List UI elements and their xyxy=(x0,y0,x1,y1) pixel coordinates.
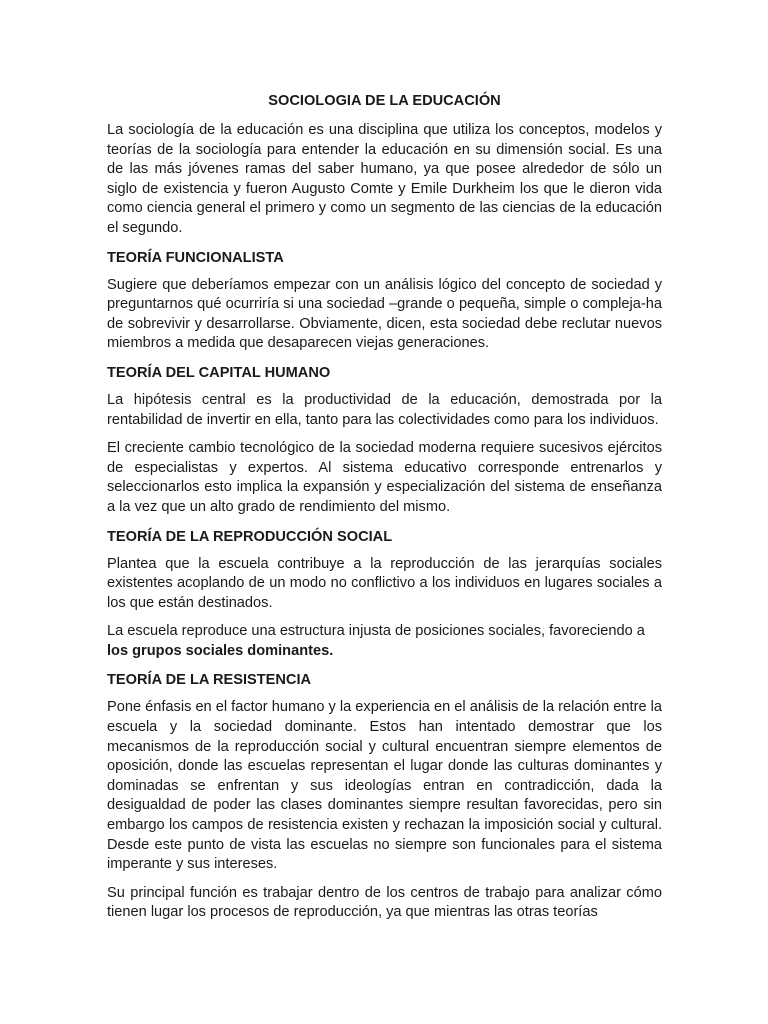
section-heading-capital-humano: TEORÍA DEL CAPITAL HUMANO xyxy=(107,364,331,381)
paragraph: Pone énfasis en el factor humano y la experiencia en el análisis de la relación entre la escuela y la sociedad dominante. Estos han intentado demostrar que los mecanismos de la reproducción social y cultural encuentran siempre elementos de oposición, donde las escuelas representan el lugar donde las culturas dominantes y dominadas se enfrentan y sus ideologías entran en contradicción, dada la desigualdad de poder las clases dominantes siempre resultan favorecidas, pero sin embargo los campos de resistencia existen y rechazan la imposición social y cultural. Desde este punto de vista las escuelas no siempre son funcionales para el sistema imperante y sus intereses. xyxy=(107,699,662,873)
paragraph: Sugiere que deberíamos empezar con un análisis lógico del concepto de sociedad y preguntarnos qué ocurriría si una sociedad –grande o pequeña, simple o compleja-ha de sobrevivir y desarrollarse. Obviamente, dicen, esta sociedad debe reclutar nuevos miembros a medida que desaparecen viejas generaciones. xyxy=(107,276,662,352)
document-title: SOCIOLOGIA DE LA EDUCACIÓN xyxy=(268,93,501,109)
emphasis-paragraph-bold: los grupos sociales dominantes. xyxy=(107,642,334,659)
paragraph: Plantea que la escuela contribuye a la reproducción de las jerarquías sociales existentes acoplando de un modo no conflictivo a los individuos en lugares sociales a los que están destinados. xyxy=(107,555,662,611)
document-page xyxy=(107,90,662,932)
section-heading-reproduccion-social: TEORÍA DE LA REPRODUCCIÓN SOCIAL xyxy=(107,528,393,545)
intro-paragraph: La sociología de la educación es una disciplina que utiliza los conceptos, modelos y teorías de la sociología para entender la educación en su dimensión social. Es una de las más jóvenes ramas del saber humano, ya que posee alrededor de sólo un siglo de existencia y fueron Augusto Comte y Emile Durkheim los que le dieron vida como ciencia general el primero y como un segmento de las ciencias de la educación el segundo. xyxy=(107,122,662,236)
paragraph: El creciente cambio tecnológico de la sociedad moderna requiere sucesivos ejércitos de especialistas y expertos. Al sistema educativo corresponde entrenarlos y seleccionarlos esto implica la expansión y especialización del sistema de enseñanza a la vez que un alto grado de rendimiento del mismo. xyxy=(107,440,662,515)
emphasis-paragraph-text: La escuela reproduce una estructura injusta de posiciones sociales, favoreciendo a xyxy=(107,623,645,640)
paragraph: Su principal función es trabajar dentro de los centros de trabajo para analizar cómo tienen lugar los procesos de reproducción, ya que mientras las otras teorías xyxy=(107,884,662,921)
paragraph: La hipótesis central es la productividad de la educación, demostrada por la rentabilidad de invertir en ella, tanto para las colectividades como para los individuos. xyxy=(107,391,662,428)
emphasis-paragraph xyxy=(107,622,662,661)
section-heading-resistencia: TEORÍA DE LA RESISTENCIA xyxy=(107,672,312,689)
section-heading-funcionalista: TEORÍA FUNCIONALISTA xyxy=(107,249,284,266)
